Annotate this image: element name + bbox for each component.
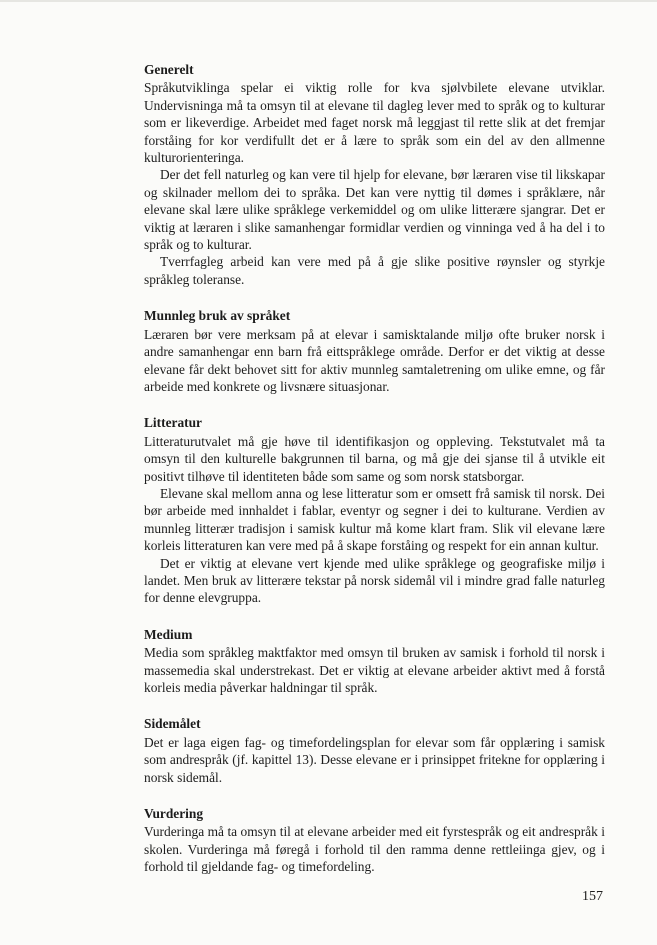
paragraph: Vurderinga må ta omsyn til at elevane arbeider med eit fyrstespråk og eit andrespråk i skolen. Vurderinga må føregå i forhold til den ramma denne rettleiinga gjev, og i forhold til gjeldande fag- og timefordeling.: [144, 824, 605, 875]
section: [144, 61, 605, 288]
section-heading: Munnleg bruk av språket: [144, 308, 291, 324]
section-heading: Sidemålet: [144, 716, 201, 732]
section-heading: Vurdering: [144, 806, 204, 822]
paragraph: Tverrfagleg arbeid kan vere med på å gje slike positive røynsler og styrkje språkleg toleranse.: [144, 254, 605, 287]
page-number: 157: [582, 889, 603, 904]
section-heading: Litteratur: [144, 415, 203, 431]
section-heading: Medium: [144, 626, 193, 642]
paragraph: Elevane skal mellom anna og lese litteratur som er omsett frå samisk til norsk. Dei bør arbeide med innhaldet i fablar, eventyr og segner i dei to kulturane. Verdien av munnleg litterær tradisjon i samisk kultur må kome klart fram. Slik vil elevane lære korleis litteraturen kan vere med på å skape forståing og respekt for ein annan kultur.: [144, 485, 605, 554]
paragraph: Språkutviklinga spelar ei viktig rolle for kva sjølvbilete elevane utviklar. Undervisninga må ta omsyn til at elevane til dagleg lever med to språk og to kulturar som er likeverdige. Arbeidet med faget norsk må leggjast til rette slik at det fremjar forståing for kor verdifullt det er å lære to språk som ein del av den allmenne kulturorienteringa.: [144, 80, 605, 166]
paragraph: Læraren bør vere merksam på at elevar i samisktalande miljø ofte bruker norsk i andre samanhengar enn barn frå eittspråklege område. Derfor er det viktig at desse elevane får dekt behovet sitt for aktiv munnleg samtaletrening om ulike emne, og får arbeide med konkrete og livsnære situasjonar.: [144, 326, 605, 394]
section: [144, 715, 605, 786]
section: [144, 626, 605, 697]
page-body: [144, 61, 605, 895]
section: [144, 414, 605, 606]
paragraph: Det er viktig at elevane vert kjende med ulike språklege og geografiske miljø i landet. Men bruk av litterære tekstar på norsk sidemål vil i mindre grad falle naturleg for denne elevgruppa.: [144, 555, 605, 606]
page-edge: [0, 0, 657, 2]
paragraph: Litteraturutvalet må gje høve til identifikasjon og oppleving. Tekstutvalet må ta omsyn til den kulturelle bakgrunnen til barna, og må gje dei sjanse til å utvikle eit positivt tilhøve til identiteten både som same og som norsk statsborgar.: [144, 433, 605, 484]
section: [144, 307, 605, 395]
section-heading: Generelt: [144, 62, 194, 77]
paragraph: Der det fell naturleg og kan vere til hjelp for elevane, bør læraren vise til likskapar og skilnader mellom dei to språka. Det kan vere nyttig til dømes i språklære, når elevane skal lære ulike språklege verkemiddel og om ulike litterære sjangrar. Det er viktig at læraren i slike samanhengar formidlar verdien og vinninga ved å ha del i to språk og to kulturar.: [144, 167, 605, 253]
paragraph: Det er laga eigen fag- og timefordelingsplan for elevar som får opplæring i samisk som andrespråk (jf. kapittel 13). Desse elevane er i prinsippet fritekne for opplæring i norsk sidemål.: [144, 734, 605, 785]
section: [144, 805, 605, 876]
paragraph: Media som språkleg maktfaktor med omsyn til bruken av samisk i forhold til norsk i massemedia skal understrekast. Det er viktig at elevane arbeider aktivt med å forstå korleis media påverkar haldningar til språk.: [144, 645, 605, 695]
